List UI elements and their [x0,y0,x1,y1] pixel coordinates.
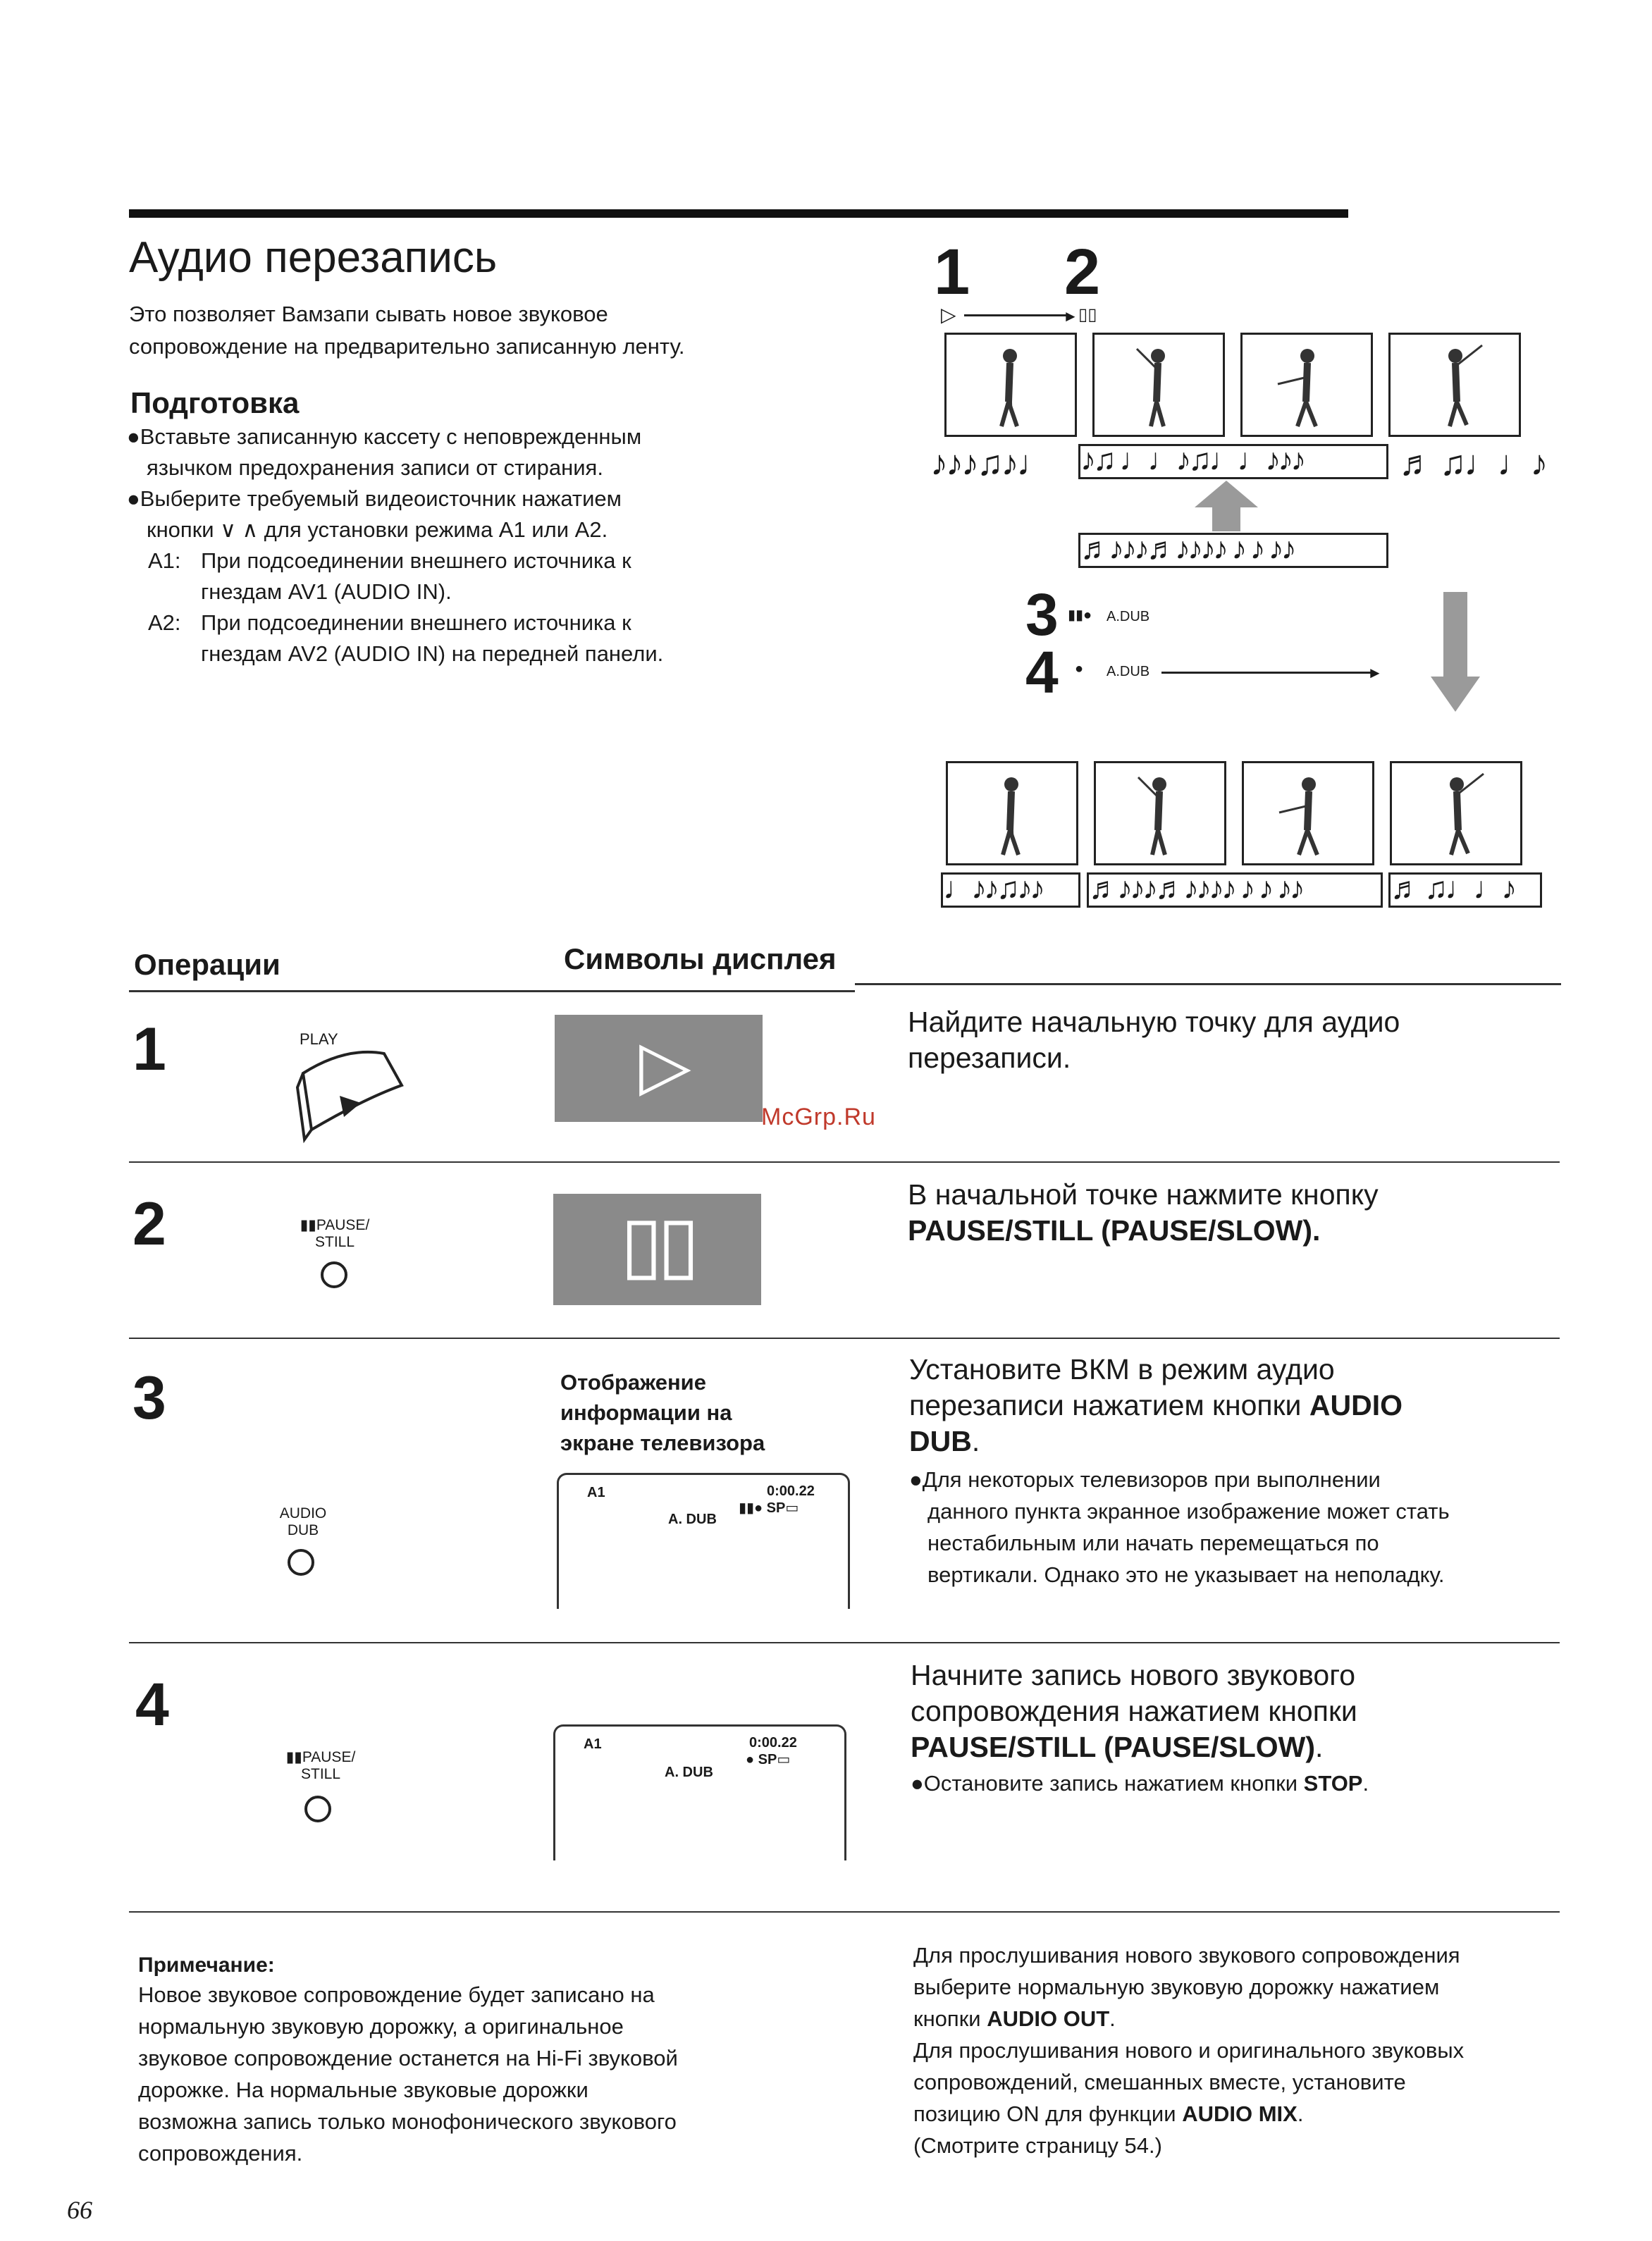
diagram-pause-symbol: ▯▯ [1078,305,1097,324]
step-4-note [911,1767,1559,1799]
lcd-play-symbol: ▷ [639,1027,691,1103]
step-3-note-line1: ●Для некоторых телевизоров при выполнении [909,1467,1381,1492]
step-4-text [911,1657,1559,1765]
step-3-line2: перезаписи нажатием кнопки [909,1389,1302,1421]
golfer-image [1244,763,1372,863]
step-3-end: . [971,1425,980,1457]
audio-dub-label-line1: AUDIO [279,1505,327,1521]
diagram-step-3: 3 [1025,581,1059,648]
audio-track-left: ♪♪♪♫♪♩ [930,443,1050,483]
step-1-line2: перезаписи. [908,1042,1071,1074]
pause-label-line2: STILL [314,1234,355,1250]
pause-still-button-label-2 [275,1749,366,1783]
golfer-image [1095,335,1223,435]
step-2-text [908,1177,1556,1249]
tv-caption-line3: экране телевизора [560,1431,765,1455]
video-frame-7 [1242,761,1374,865]
video-frame-8 [1390,761,1522,865]
step-3-note-line3: нестабильным или начать перемещаться по [927,1531,1379,1555]
tv-time-4: 0:00.22 [749,1735,797,1751]
step-3-note-line4: вертикали. Однако это не указывает на неполадку. [927,1562,1445,1587]
audio-track-selected: ♪♫ ♩♩♪♫♩♩♪♪♪ [1078,444,1388,479]
step-3-number: 3 [132,1364,166,1432]
audio-tip-text [913,1939,1576,2161]
title-rule [129,209,1348,218]
tv-caption-line2: информации на [560,1400,732,1425]
step-rule-3 [129,1642,1560,1643]
prep-bullet-2: ●Выберите требуемый видеоисточник нажатием [127,486,622,511]
tv-time: 0:00.22 [767,1483,815,1499]
tv-adub-4: A. DUB [665,1765,713,1780]
heading-rule-left [129,990,855,992]
step-2-end: . [1312,1214,1321,1247]
golfer-image [948,763,1076,863]
tip-audio-mix: AUDIO MIX [1182,2101,1297,2126]
prep-a2-text [201,607,663,669]
prep-a1-key: A1: [148,548,181,573]
golfer-image [1243,335,1371,435]
video-frame-2 [1092,333,1225,437]
audio-dub-label-line2: DUB [287,1522,319,1538]
new-audio-track: ♬♪♪♪♬♪♪♪♪ ♪ ♪ ♪♪ [1078,533,1388,568]
video-frame-5 [946,761,1078,865]
step-3-text [909,1352,1558,1459]
pause-still-button-label [289,1217,381,1251]
diagram-adub-4: A.DUB [1107,664,1150,679]
step-1-line1: Найдите начальную точку для аудио [908,1006,1400,1038]
step-3-bold2: DUB [909,1425,972,1457]
pause2-label-line1: ▮▮PAUSE/ [285,1749,356,1765]
video-frame-6 [1094,761,1226,865]
tip-line2: выберите нормальную звуковую дорожку нажатием [913,1975,1440,1999]
tip-line6: позицию ON для функции [913,2101,1183,2126]
pause-label-line1: ▮▮PAUSE/ [300,1217,370,1233]
operations-heading: Операции [134,948,281,981]
preparation-list [127,421,832,669]
diagram-step-2: 2 [1064,236,1101,308]
tv-mode: A1 [587,1485,605,1500]
prep-a2 [127,607,832,669]
tv-caption [560,1367,765,1458]
video-frame-1 [944,333,1077,437]
watermark: McGrp.Ru [761,1104,876,1130]
tip-line3: кнопки [913,2006,987,2031]
prep-bullet-1: ●Вставьте записанную кассету с неповрежденным [127,424,642,449]
lcd-display-pause [553,1194,761,1305]
process-arrow-down [1431,592,1480,712]
page-number: 66 [67,2196,92,2224]
tv-screen-step-4 [553,1724,846,1860]
diagram-arrow-line [964,314,1070,316]
diagram-rec-symbol: ● [1075,661,1084,677]
diagram-arrow-head: ► [1063,307,1078,325]
tv-screen-step-3 [557,1473,850,1609]
note-line1: Новое звуковое сопровождение будет записано на [138,1982,655,2007]
diagram-pauserec-symbol: ▮▮● [1068,607,1092,623]
step-3-line1: Установите ВКМ в режим аудио [909,1353,1335,1385]
step-3-bold1: AUDIO [1309,1389,1403,1421]
prep-a2-key: A2: [148,610,181,635]
video-frame-3 [1240,333,1373,437]
video-frame-4 [1388,333,1521,437]
prep-a2-line1: При подсоединении внешнего источника к [201,610,631,635]
tv-caption-line1: Отображение [560,1370,706,1395]
lcd-pause-symbol: ▯▯ [620,1201,695,1288]
diagram-step-1: 1 [934,236,970,308]
tip-line6-end: . [1297,2101,1304,2126]
audio-track-bottom-right: ♬ ♫♩♩♪ [1388,872,1542,908]
step-1-number: 1 [132,1015,166,1083]
replace-arrow-up [1195,481,1258,531]
pause-still-button-2[interactable] [304,1796,331,1822]
step-2-bold: PAUSE/STILL (PAUSE/SLOW) [908,1214,1313,1247]
diagram-step-4: 4 [1025,639,1059,705]
heading-rule-right [855,983,1561,985]
golfer-image [947,335,1075,435]
play-icon [340,1096,361,1117]
note-line4: дорожке. На нормальные звуковые дорожки [138,2078,588,2102]
prep-a1-line2: гнездам AV1 (AUDIO IN). [201,579,452,604]
note-text [138,1979,878,2169]
golfer-image [1392,763,1520,863]
step-4-note-text: ●Остановите запись нажатием кнопки [911,1771,1304,1796]
play-button[interactable] [296,1025,409,1145]
tip-line7: (Смотрите страницу 54.) [913,2133,1162,2158]
preparation-heading: Подготовка [130,386,300,419]
audio-dub-button-label [264,1505,342,1539]
audio-track-bottom-new: ♬♪♪♪♬♪♪♪♪ ♪ ♪ ♪♪ [1087,872,1383,908]
step-4-number: 4 [135,1671,169,1739]
prep-a1 [127,545,832,607]
note-line5: возможна запись только монофонического звукового [138,2109,677,2134]
prep-bullet-2-cont: кнопки ∨ ∧ для установки режима A1 или A2. [147,517,608,542]
diagram-record-line [1161,672,1373,674]
audio-dub-button[interactable] [288,1549,314,1576]
pause-still-button[interactable] [321,1261,347,1288]
step-4-note-end: . [1362,1771,1369,1796]
tip-line4: Для прослушивания нового и оригинального звуковых [913,2038,1465,2063]
pause2-label-line2: STILL [300,1766,341,1782]
golfer-image [1096,763,1224,863]
step-rule-1 [129,1161,1560,1163]
tip-audio-out: AUDIO OUT [987,2006,1110,2031]
tip-line5: сопровождений, смешанных вместе, установите [913,2070,1406,2094]
intro-text: Это позволяет Вамзапи сывать новое звуковое сопровождение на предварительно записанную ленту. [129,302,685,359]
step-4-line1: Начните запись нового звукового [911,1659,1356,1691]
tv-status: ▮▮● SP▭ [739,1500,799,1516]
step-3-note-line2: данного пункта экранное изображение может стать [927,1499,1450,1524]
prep-a2-line2: гнездам AV2 (AUDIO IN) на передней панели. [201,641,664,666]
diagram-play-symbol: ▷ [941,304,956,326]
step-4-note-bold: STOP [1303,1771,1363,1796]
step-rule-2 [129,1338,1560,1339]
audio-track-right: ♬ ♫♩♩♪ [1399,443,1546,483]
diagram-record-arrow-head: ► [1367,664,1383,681]
lcd-display-play [555,1015,763,1122]
tv-status-4: ● SP▭ [746,1752,791,1767]
step-2-number: 2 [132,1190,166,1258]
page-title: Аудио перезапись [129,233,498,282]
step-4-bold: PAUSE/STILL (PAUSE/SLOW) [911,1731,1316,1763]
display-symbols-heading: Символы дисплея [564,942,837,975]
note-line2: нормальную звуковую дорожку, а оригинальное [138,2014,624,2039]
tv-mode-4: A1 [584,1736,602,1752]
play-button-label: PLAY [300,1030,338,1048]
tv-adub: A. DUB [668,1512,717,1527]
step-rule-4 [129,1911,1560,1913]
note-line3: звуковое сопровождение останется на Hi-Fi звуковой [138,2046,678,2070]
note-line6: сопровождения. [138,2141,303,2166]
step-4-line2: сопровождения нажатием кнопки [911,1695,1357,1727]
audio-track-bottom-left: ♩♪♪♫♪♪ [941,872,1080,908]
prep-a1-text [201,545,631,607]
note-heading: Примечание: [138,1953,275,1977]
tip-line3-end: . [1109,2006,1116,2031]
step-1-text [908,1004,1542,1076]
diagram-adub-3: A.DUB [1107,609,1150,624]
step-4-end: . [1315,1731,1324,1763]
prep-a1-line1: При подсоединении внешнего источника к [201,548,631,573]
golfer-image [1391,335,1519,435]
step-2-line1: В начальной точке нажмите кнопку [908,1178,1379,1211]
prep-bullet-1-cont: язычком предохранения записи от стирания. [147,455,603,480]
tip-line1: Для прослушивания нового звукового сопровождения [913,1943,1460,1968]
step-3-note [909,1464,1572,1591]
